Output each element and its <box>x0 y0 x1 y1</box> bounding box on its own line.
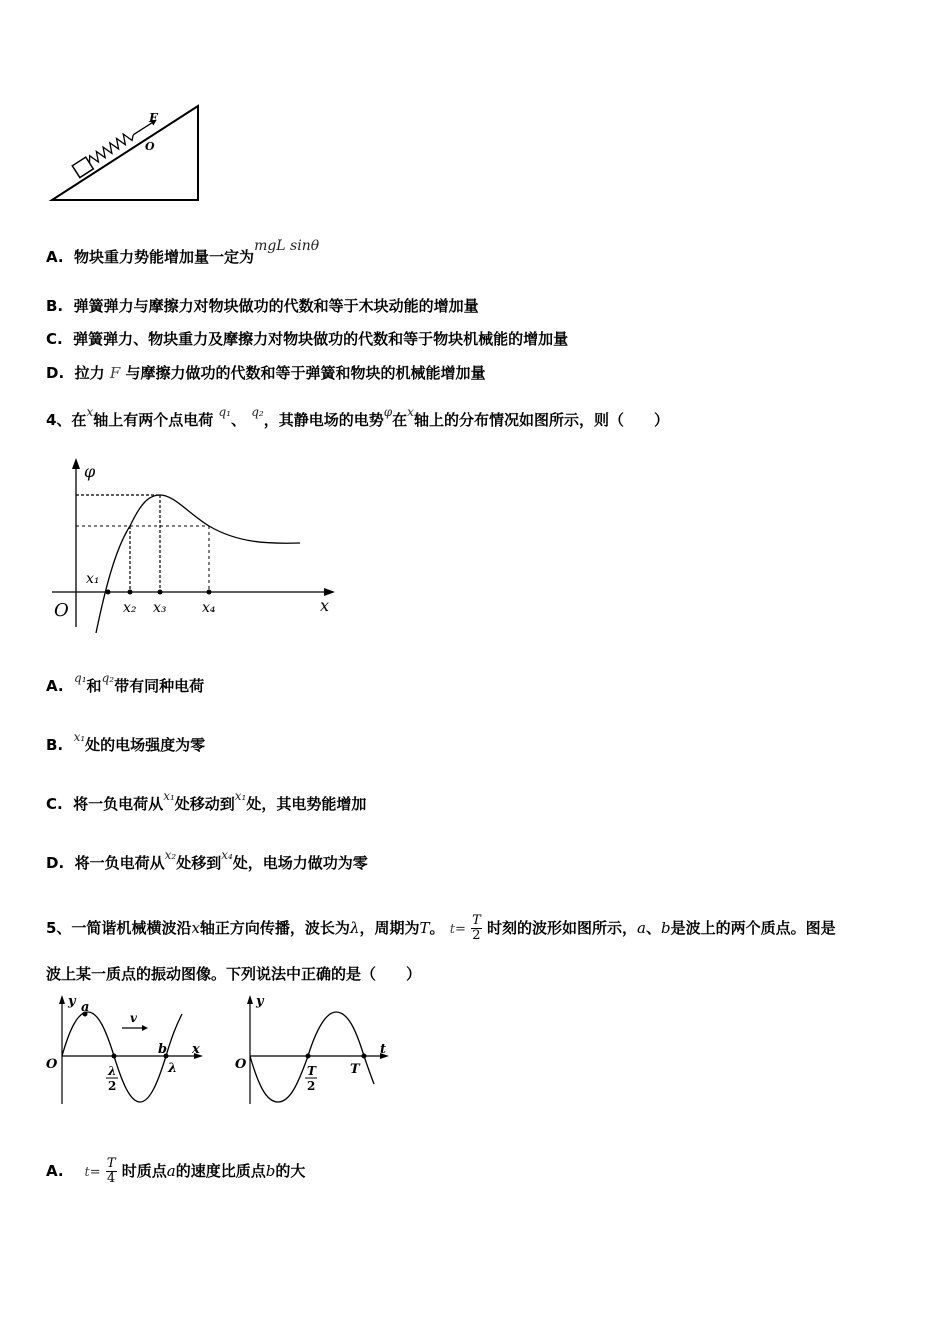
q4-option-b: B. $^{x_1}$处的电场强度为零 <box>46 730 206 754</box>
lambda-label: λ <box>168 1061 178 1076</box>
q5-stem-line2: 波上某一质点的振动图像。下列说法中正确的是（ ） <box>46 965 422 983</box>
T-label: T <box>350 1062 360 1077</box>
wave-graph <box>44 992 212 1110</box>
x3-label: x₃ <box>153 600 167 616</box>
x2-label: x₂ <box>123 600 137 616</box>
x2-point <box>128 590 133 595</box>
q3-option-a: A. 物块重力势能增加量一定为mgL sinθ <box>46 238 320 266</box>
spring <box>86 130 135 167</box>
vibration-graph <box>232 992 394 1110</box>
q4-option-a: A. $^{q_1}$和$^{q_2}$带有同种电荷 <box>46 671 205 695</box>
x4-point <box>207 590 212 595</box>
vib-origin: O <box>235 1057 247 1072</box>
svg-text:2: 2 <box>307 1079 316 1093</box>
wave-origin: O <box>46 1057 58 1072</box>
force-label: F <box>149 111 158 125</box>
v-label: v <box>130 1011 137 1025</box>
q3-option-b: B. 弹簧弹力与摩擦力对物块做功的代数和等于木块动能的增加量 <box>46 297 479 315</box>
incline-triangle <box>52 106 198 200</box>
svg-text:2: 2 <box>108 1079 117 1093</box>
q5-option-a: A. t= $\frac{T}{4}$ 时质点a的速度比质点b的大 <box>46 1156 306 1186</box>
q4-option-c: C. 将一负电荷从$^{x_1}$处移动到$^{x_1}$处，其电势能增加 <box>46 789 367 813</box>
point-label: O <box>145 140 155 153</box>
svg-text:T: T <box>307 1064 316 1078</box>
x4-label: x₄ <box>202 600 216 616</box>
origin-label: O <box>54 600 69 621</box>
incline-figure <box>46 100 206 206</box>
q4-stem: 4、在$^x$轴上有两个点电荷 $^{q_1}$、 $^{q_2}$，其静电场的电势$^\varphi$在$^x$轴上的分布情况如图所示，则（ ） <box>46 405 669 429</box>
vib-y-label: y <box>256 994 264 1009</box>
q4-option-d: D. 将一负电荷从$^{x_2}$处移到$^{x_4}$处，电场力做功为零 <box>46 848 368 872</box>
x-label: x <box>320 596 330 615</box>
phi-label: φ <box>84 462 96 481</box>
x1-point <box>106 590 111 595</box>
svg-text:λ: λ <box>108 1064 117 1078</box>
x3-point <box>158 590 163 595</box>
a-label: a <box>81 1000 90 1015</box>
vib-t-label: t <box>380 1042 387 1057</box>
wave-x-label: x <box>192 1042 200 1057</box>
b-label: b <box>158 1042 168 1057</box>
wave-y-label: y <box>68 994 76 1009</box>
q5-stem-line1: 5、一简谐机械横波沿x轴正方向传播，波长为λ，周期为T。 t= $\frac{T}{2}$ 时刻的波形如图所示，a、b是波上的两个质点。图是 <box>46 913 836 943</box>
q3-option-d: D. 拉力 F 与摩擦力做功的代数和等于弹簧和物块的机械能增加量 <box>46 364 486 382</box>
x1-label: x₁ <box>86 571 100 587</box>
potential-graph <box>48 455 343 635</box>
q3-option-c: C. 弹簧弹力、物块重力及摩擦力对物块做功的代数和等于物块机械能的增加量 <box>46 330 569 348</box>
